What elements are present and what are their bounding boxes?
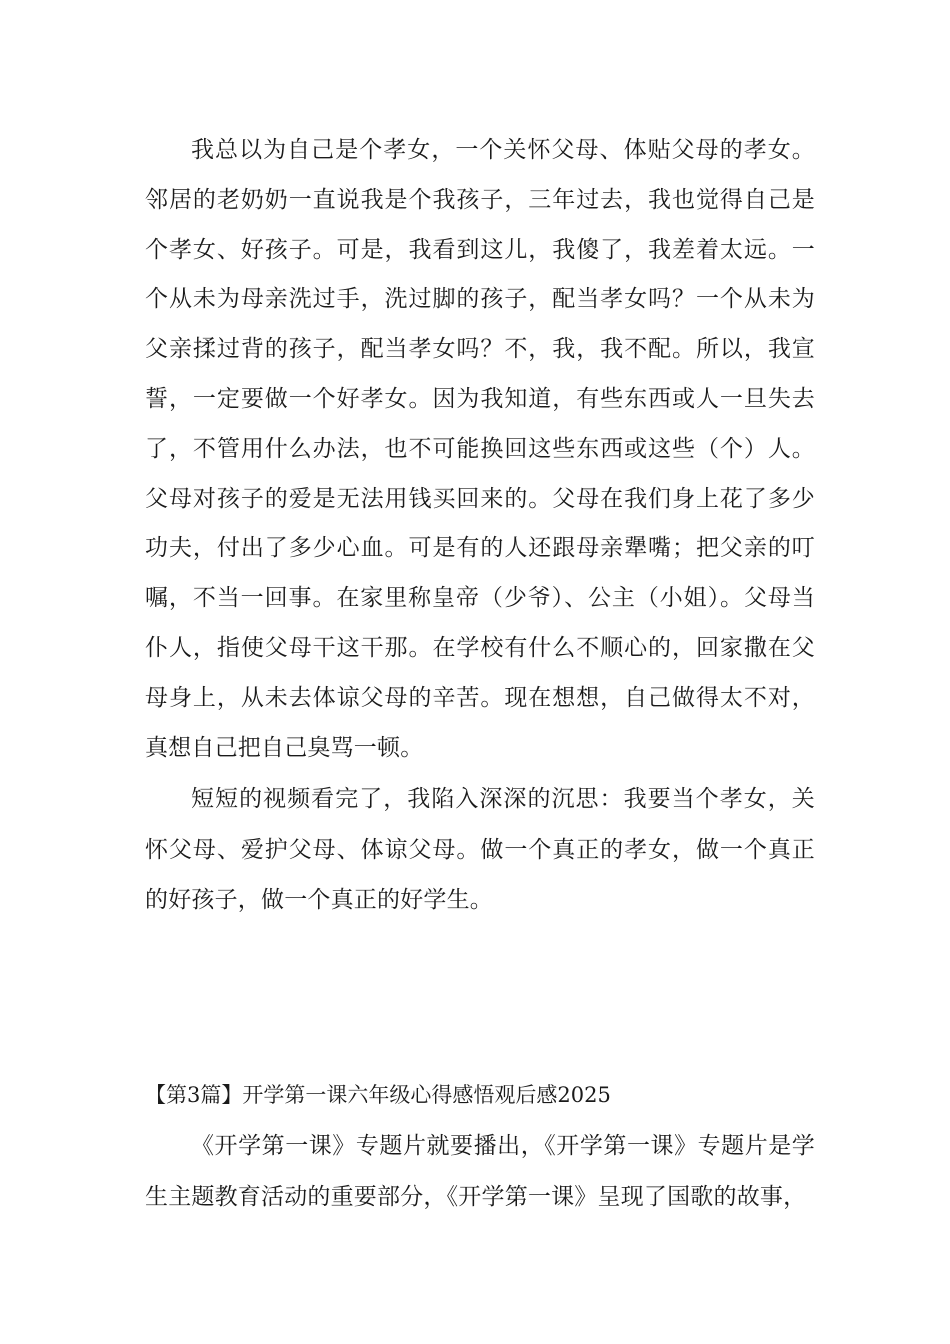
body-paragraph-3: 《开学第一课》专题片就要播出，《开学第一课》专题片是学生主题教育活动的重要部分，《开学第一课》呈现了国歌的故事， [145, 1133, 815, 1210]
body-paragraph-2: 短短的视频看完了，我陷入深深的沉思：我要当个孝女，关怀父母、爱护父母、体谅父母。做一个真正的孝女，做一个真正的好孩子，做一个真正的好学生。 [145, 786, 815, 913]
section-heading: 【第3篇】开学第一课六年级心得感悟观后感2025 [145, 1083, 611, 1107]
body-paragraph-1: 我总以为自己是个孝女，一个关怀父母、体贴父母的孝女。邻居的老奶奶一直说我是个我孩子，三年过去，我也觉得自己是个孝女、好孩子。可是，我看到这儿，我傻了，我差着太远。一个从未为母亲洗过手，洗过脚的孩子，配当孝女吗？一个从未为父亲揉过背的孩子，配当孝女吗？不，我，我不配。所以，我宣誓，一定要做一个好孝女。因为我知道，有些东西或人一旦失去了，不管用什么办法，也不可能换回这些东西或这些（个）人。父母对孩子的爱是无法用钱买回来的。父母在我们身上花了多少功夫，付出了多少心血。可是有的人还跟母亲犟嘴；把父亲的叮嘱，不当一回事。在家里称皇帝（少爷）、公主（小姐）。父母当仆人，指使父母干这干那。在学校有什么不顺心的，回家撒在父母身上，从未去体谅父母的辛苦。现在想想，自己做得太不对，真想自己把自己臭骂一顿。 [145, 137, 815, 761]
